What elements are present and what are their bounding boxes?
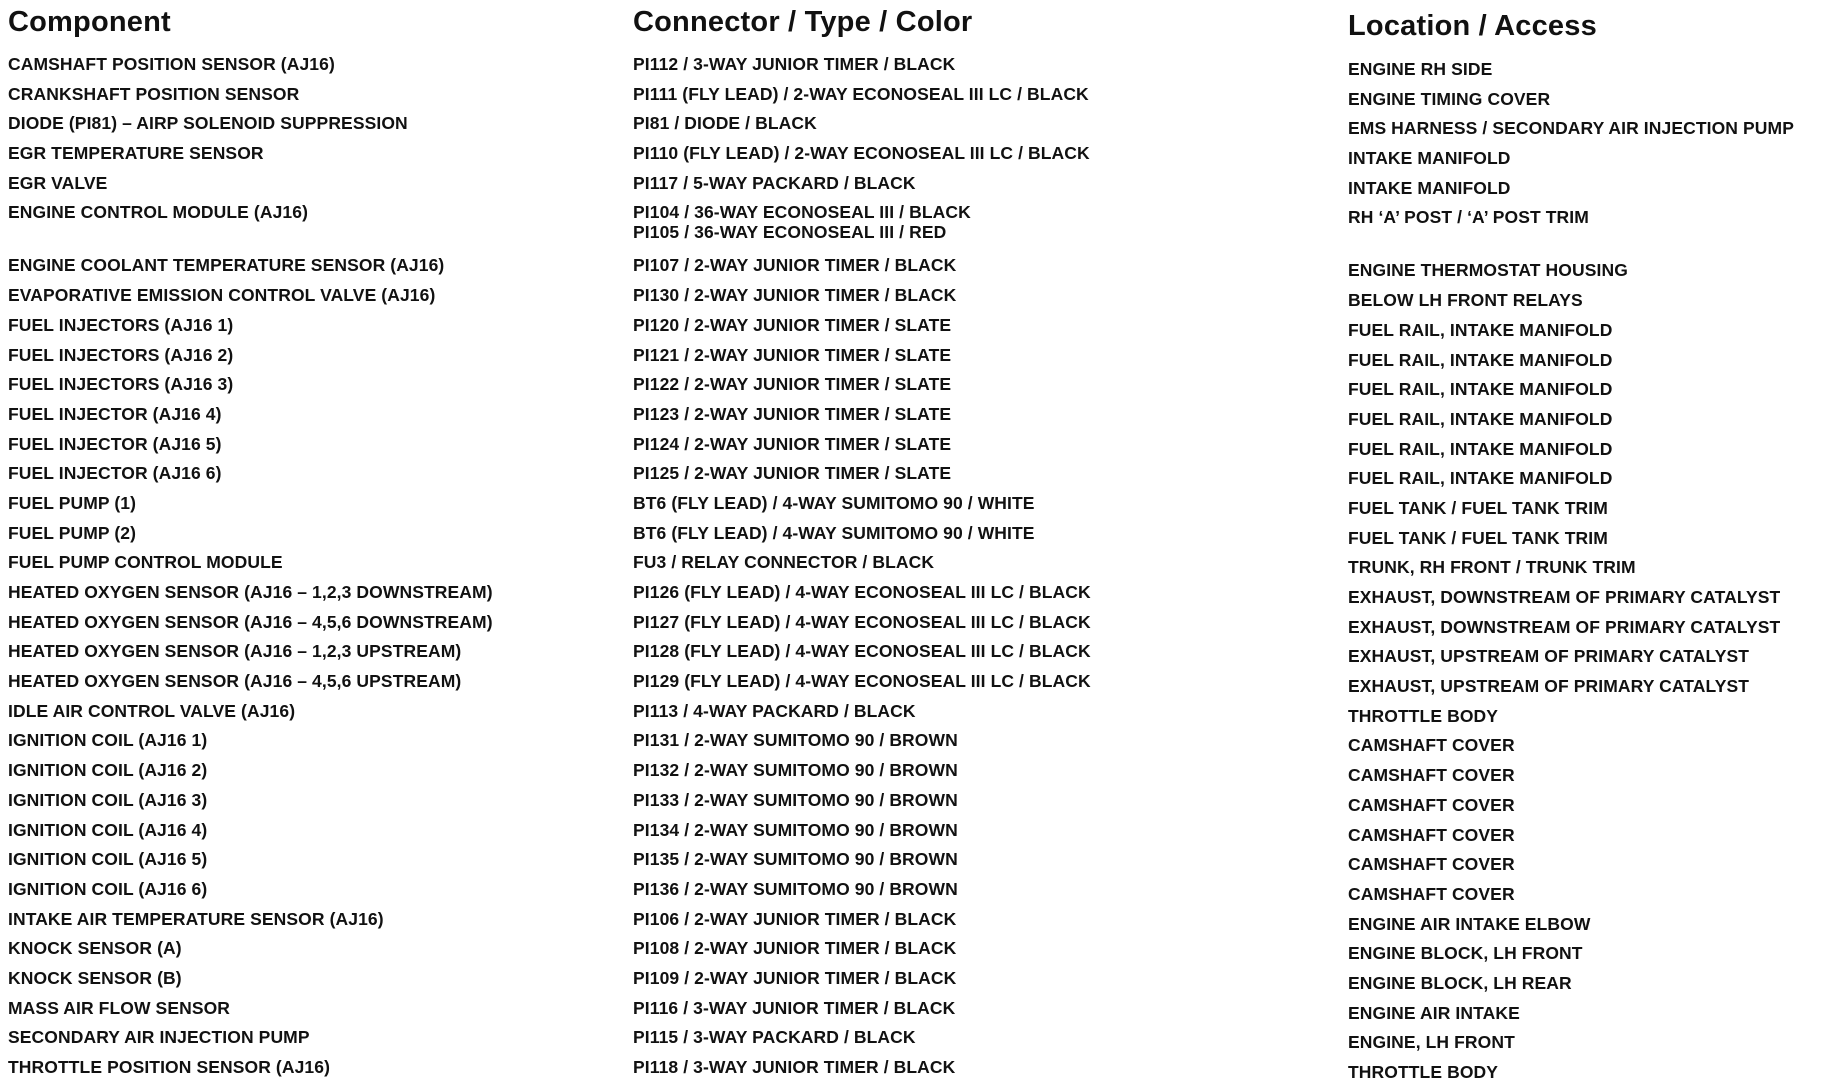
component-cell-text: KNOCK SENSOR (A) — [8, 938, 182, 959]
location-cell — [1348, 114, 1828, 144]
component-cell — [8, 341, 608, 371]
connector-list — [633, 50, 1333, 1083]
location-cell — [1348, 375, 1828, 405]
component-cell-text: FUEL INJECTORS (AJ16 2) — [8, 344, 234, 365]
location-cell — [1348, 613, 1828, 643]
location-cell-text: INTAKE MANIFOLD — [1348, 148, 1511, 169]
component-cell — [8, 578, 608, 608]
location-cell — [1348, 672, 1828, 702]
component-cell-text: FUEL INJECTOR (AJ16 6) — [8, 463, 222, 484]
component-cell — [8, 1053, 608, 1083]
component-cell — [8, 109, 608, 139]
connector-cell-text: PI126 (FLY LEAD) / 4-WAY ECONOSEAL III LC / BLACK — [633, 582, 1091, 602]
location-cell-text: BELOW LH FRONT RELAYS — [1348, 290, 1583, 311]
connector-cell — [633, 548, 1333, 578]
component-cell-text: FUEL INJECTOR (AJ16 4) — [8, 403, 222, 424]
connector-cell — [633, 845, 1333, 875]
location-cell-text: ENGINE RH SIDE — [1348, 59, 1493, 79]
connector-cell — [633, 726, 1333, 756]
location-header: Location / Access — [1348, 10, 1597, 42]
component-cell-text: DIODE (PI81) – AIRP SOLENOID SUPPRESSION — [8, 113, 408, 134]
connector-cell — [633, 786, 1333, 816]
component-cell — [8, 50, 608, 80]
location-cell-text: ENGINE AIR INTAKE ELBOW — [1348, 913, 1591, 934]
component-cell — [8, 994, 608, 1024]
component-cell-text: FUEL INJECTORS (AJ16 3) — [8, 374, 234, 395]
location-cell-text: FUEL RAIL, INTAKE MANIFOLD — [1348, 468, 1613, 489]
connector-cell — [633, 251, 1333, 281]
connector-cell — [633, 875, 1333, 905]
component-cell-text: FUEL PUMP (2) — [8, 522, 137, 543]
location-cell-text: ENGINE, LH FRONT — [1348, 1032, 1515, 1053]
connector-cell — [633, 608, 1333, 638]
location-cell-text: FUEL RAIL, INTAKE MANIFOLD — [1348, 319, 1613, 340]
location-cell — [1348, 850, 1828, 880]
location-cell — [1348, 702, 1828, 732]
location-cell-text: FUEL RAIL, INTAKE MANIFOLD — [1348, 379, 1613, 400]
component-cell-text: KNOCK SENSOR (B) — [8, 967, 182, 988]
location-cell — [1348, 256, 1828, 286]
component-cell — [8, 756, 608, 786]
connector-cell — [633, 637, 1333, 667]
location-cell — [1348, 405, 1828, 435]
component-cell-text: HEATED OXYGEN SENSOR (AJ16 – 1,2,3 DOWNSTREAM) — [8, 582, 493, 602]
location-cell-text: RH ‘A’ POST / ‘A’ POST TRIM — [1348, 207, 1589, 228]
location-cell-text: EXHAUST, UPSTREAM OF PRIMARY CATALYST — [1348, 646, 1750, 667]
connector-cell — [633, 667, 1333, 697]
connector-cell-text: PI134 / 2-WAY SUMITOMO 90 / BROWN — [633, 819, 958, 840]
component-cell-text: EVAPORATIVE EMISSION CONTROL VALVE (AJ16) — [8, 285, 436, 306]
component-cell — [8, 934, 608, 964]
location-cell — [1348, 880, 1828, 910]
connector-cell-text: PI110 (FLY LEAD) / 2-WAY ECONOSEAL III LC / BLACK — [633, 143, 1090, 164]
component-cell-text: IDLE AIR CONTROL VALVE (AJ16) — [8, 700, 296, 721]
location-cell-text: THROTTLE BODY — [1348, 1062, 1499, 1082]
connector-cell — [633, 934, 1333, 964]
component-cell-text: EGR TEMPERATURE SENSOR — [8, 143, 264, 164]
component-cell-text: IGNITION COIL (AJ16 2) — [8, 760, 208, 781]
component-cell-text: CRANKSHAFT POSITION SENSOR — [8, 83, 300, 104]
connector-cell-text: PI118 / 3-WAY JUNIOR TIMER / BLACK — [633, 1057, 956, 1077]
connector-cell-text: PI117 / 5-WAY PACKARD / BLACK — [633, 172, 916, 193]
location-cell-text: CAMSHAFT COVER — [1348, 824, 1515, 845]
connector-cell — [633, 80, 1333, 110]
location-cell — [1348, 583, 1828, 613]
connector-cell — [633, 459, 1333, 489]
connector-cell-text: BT6 (FLY LEAD) / 4-WAY SUMITOMO 90 / WHITE — [633, 492, 1035, 513]
connector-cell — [633, 756, 1333, 786]
connector-cell — [633, 1053, 1333, 1083]
location-cell-text: EMS HARNESS / SECONDARY AIR INJECTION PUMP — [1348, 118, 1794, 139]
location-cell — [1348, 55, 1828, 85]
connector-cell — [633, 905, 1333, 935]
location-cell-text: FUEL RAIL, INTAKE MANIFOLD — [1348, 408, 1613, 429]
component-cell — [8, 80, 608, 110]
component-cell — [8, 400, 608, 430]
component-cell — [8, 311, 608, 341]
component-header: Component — [8, 6, 171, 38]
location-cell-text: ENGINE BLOCK, LH FRONT — [1348, 943, 1583, 964]
location-cell — [1348, 144, 1828, 174]
component-cell — [8, 726, 608, 756]
location-cell-text: FUEL TANK / FUEL TANK TRIM — [1348, 527, 1608, 548]
location-cell — [1348, 1058, 1828, 1088]
connector-cell-text: PI81 / DIODE / BLACK — [633, 113, 817, 134]
component-cell-text: IGNITION COIL (AJ16 5) — [8, 849, 208, 870]
component-cell — [8, 608, 608, 638]
connector-cell-text: PI111 (FLY LEAD) / 2-WAY ECONOSEAL III LC / BLACK — [633, 83, 1089, 104]
location-cell — [1348, 1028, 1828, 1058]
connector-cell-text: PI106 / 2-WAY JUNIOR TIMER / BLACK — [633, 908, 957, 929]
component-cell-text: IGNITION COIL (AJ16 6) — [8, 878, 208, 899]
component-cell — [8, 964, 608, 994]
location-cell-text: CAMSHAFT COVER — [1348, 765, 1515, 786]
component-cell-text: FUEL INJECTORS (AJ16 1) — [8, 314, 234, 335]
component-cell — [8, 139, 608, 169]
location-cell — [1348, 203, 1828, 256]
location-list — [1348, 55, 1828, 1088]
component-cell-text: IGNITION COIL (AJ16 4) — [8, 819, 208, 840]
component-cell — [8, 198, 608, 251]
connector-cell-text: PI129 (FLY LEAD) / 4-WAY ECONOSEAL III LC / BLACK — [633, 671, 1091, 692]
location-cell-text: CAMSHAFT COVER — [1348, 854, 1515, 875]
connector-cell-text: PI113 / 4-WAY PACKARD / BLACK — [633, 700, 916, 721]
location-cell-text: CAMSHAFT COVER — [1348, 794, 1515, 815]
connector-cell — [633, 198, 1333, 251]
location-cell — [1348, 85, 1828, 115]
connector-cell-text: FU3 / RELAY CONNECTOR / BLACK — [633, 552, 935, 573]
location-cell-text: THROTTLE BODY — [1348, 705, 1499, 726]
component-cell — [8, 281, 608, 311]
location-cell-text: FUEL RAIL, INTAKE MANIFOLD — [1348, 438, 1613, 459]
location-cell — [1348, 553, 1828, 583]
connector-cell — [633, 50, 1333, 80]
location-cell — [1348, 524, 1828, 554]
component-cell-text: HEATED OXYGEN SENSOR (AJ16 – 1,2,3 UPSTREAM) — [8, 641, 462, 662]
connector-cell — [633, 341, 1333, 371]
connector-cell-text: PI116 / 3-WAY JUNIOR TIMER / BLACK — [633, 997, 956, 1018]
connector-cell — [633, 139, 1333, 169]
component-cell-text: CAMSHAFT POSITION SENSOR (AJ16) — [8, 54, 335, 74]
location-cell — [1348, 346, 1828, 376]
location-cell-text: ENGINE TIMING COVER — [1348, 88, 1551, 109]
location-cell — [1348, 910, 1828, 940]
location-cell-text: ENGINE AIR INTAKE — [1348, 1002, 1520, 1023]
location-cell-text: ENGINE THERMOSTAT HOUSING — [1348, 260, 1628, 281]
location-cell-text: FUEL TANK / FUEL TANK TRIM — [1348, 497, 1608, 518]
location-cell — [1348, 464, 1828, 494]
component-cell — [8, 816, 608, 846]
connector-cell — [633, 1023, 1333, 1053]
location-cell — [1348, 642, 1828, 672]
connector-cell-text: PI127 (FLY LEAD) / 4-WAY ECONOSEAL III LC / BLACK — [633, 611, 1091, 632]
component-cell — [8, 786, 608, 816]
connector-cell — [633, 400, 1333, 430]
connector-cell-text: PI112 / 3-WAY JUNIOR TIMER / BLACK — [633, 54, 956, 74]
connector-cell-text: PI132 / 2-WAY SUMITOMO 90 / BROWN — [633, 760, 958, 781]
component-cell — [8, 489, 608, 519]
connector-cell — [633, 430, 1333, 460]
component-cell-text: INTAKE AIR TEMPERATURE SENSOR (AJ16) — [8, 908, 384, 929]
connector-cell — [633, 578, 1333, 608]
component-cell-text: ENGINE CONTROL MODULE (AJ16) — [8, 202, 309, 223]
connector-cell — [633, 109, 1333, 139]
location-cell — [1348, 791, 1828, 821]
location-cell-text: INTAKE MANIFOLD — [1348, 177, 1511, 198]
location-cell — [1348, 821, 1828, 851]
location-cell-text: EXHAUST, DOWNSTREAM OF PRIMARY CATALYST — [1348, 616, 1781, 637]
location-cell-text: TRUNK, RH FRONT / TRUNK TRIM — [1348, 557, 1636, 578]
connector-cell-text-secondary: PI105 / 36-WAY ECONOSEAL III / RED — [633, 222, 947, 243]
location-cell — [1348, 731, 1828, 761]
location-cell — [1348, 174, 1828, 204]
component-cell-text: IGNITION COIL (AJ16 3) — [8, 789, 208, 810]
component-cell — [8, 430, 608, 460]
connector-header: Connector / Type / Color — [633, 6, 973, 38]
component-cell — [8, 875, 608, 905]
connector-cell — [633, 311, 1333, 341]
component-cell-text: FUEL INJECTOR (AJ16 5) — [8, 433, 222, 454]
connector-cell — [633, 816, 1333, 846]
connector-cell-text: PI123 / 2-WAY JUNIOR TIMER / SLATE — [633, 403, 952, 424]
component-cell — [8, 459, 608, 489]
connector-cell-text: PI121 / 2-WAY JUNIOR TIMER / SLATE — [633, 344, 952, 365]
component-cell — [8, 548, 608, 578]
connector-cell-text: PI130 / 2-WAY JUNIOR TIMER / BLACK — [633, 285, 957, 306]
connector-cell-text: BT6 (FLY LEAD) / 4-WAY SUMITOMO 90 / WHITE — [633, 522, 1035, 543]
location-cell-text: EXHAUST, UPSTREAM OF PRIMARY CATALYST — [1348, 676, 1750, 697]
component-cell-text: FUEL PUMP CONTROL MODULE — [8, 552, 283, 573]
connector-cell-text: PI108 / 2-WAY JUNIOR TIMER / BLACK — [633, 938, 957, 959]
component-cell — [8, 845, 608, 875]
location-cell — [1348, 999, 1828, 1029]
connector-cell-text: PI120 / 2-WAY JUNIOR TIMER / SLATE — [633, 314, 952, 335]
component-cell — [8, 1023, 608, 1053]
connector-cell-text: PI104 / 36-WAY ECONOSEAL III / BLACK — [633, 202, 971, 223]
connector-cell-text: PI131 / 2-WAY SUMITOMO 90 / BROWN — [633, 730, 958, 751]
location-cell-text: CAMSHAFT COVER — [1348, 883, 1515, 904]
component-cell — [8, 905, 608, 935]
connector-cell-text: PI124 / 2-WAY JUNIOR TIMER / SLATE — [633, 433, 952, 454]
connector-cell-text: PI107 / 2-WAY JUNIOR TIMER / BLACK — [633, 255, 957, 276]
connector-cell-text: PI125 / 2-WAY JUNIOR TIMER / SLATE — [633, 463, 952, 484]
location-cell — [1348, 761, 1828, 791]
connector-cell — [633, 489, 1333, 519]
connector-cell-text: PI135 / 2-WAY SUMITOMO 90 / BROWN — [633, 849, 958, 870]
connector-cell — [633, 994, 1333, 1024]
component-cell — [8, 251, 608, 281]
component-cell — [8, 667, 608, 697]
component-cell-text: EGR VALVE — [8, 172, 108, 193]
component-cell-text: MASS AIR FLOW SENSOR — [8, 997, 231, 1018]
component-cell-text: ENGINE COOLANT TEMPERATURE SENSOR (AJ16) — [8, 255, 445, 276]
connector-cell-text: PI122 / 2-WAY JUNIOR TIMER / SLATE — [633, 374, 952, 395]
location-cell — [1348, 494, 1828, 524]
connector-cell — [633, 370, 1333, 400]
component-cell — [8, 697, 608, 727]
location-cell-text: EXHAUST, DOWNSTREAM OF PRIMARY CATALYST — [1348, 587, 1781, 607]
connector-cell-text: PI115 / 3-WAY PACKARD / BLACK — [633, 1027, 916, 1048]
component-cell-text: HEATED OXYGEN SENSOR (AJ16 – 4,5,6 UPSTREAM) — [8, 671, 462, 692]
connector-cell — [633, 964, 1333, 994]
location-cell — [1348, 939, 1828, 969]
component-cell-text: SECONDARY AIR INJECTION PUMP — [8, 1027, 310, 1048]
connector-cell-text: PI128 (FLY LEAD) / 4-WAY ECONOSEAL III LC / BLACK — [633, 641, 1091, 662]
component-cell-text: FUEL PUMP (1) — [8, 492, 137, 513]
component-cell — [8, 637, 608, 667]
location-cell-text: ENGINE BLOCK, LH REAR — [1348, 972, 1572, 993]
location-cell — [1348, 969, 1828, 999]
location-cell — [1348, 316, 1828, 346]
location-cell — [1348, 435, 1828, 465]
location-cell — [1348, 286, 1828, 316]
component-cell — [8, 519, 608, 549]
connector-cell-text: PI109 / 2-WAY JUNIOR TIMER / BLACK — [633, 967, 957, 988]
component-list — [8, 50, 608, 1083]
connector-cell — [633, 519, 1333, 549]
location-cell-text: CAMSHAFT COVER — [1348, 735, 1515, 756]
connector-cell — [633, 281, 1333, 311]
component-cell-text: IGNITION COIL (AJ16 1) — [8, 730, 208, 751]
connector-cell — [633, 169, 1333, 199]
component-cell — [8, 370, 608, 400]
connector-cell — [633, 697, 1333, 727]
component-cell-text: HEATED OXYGEN SENSOR (AJ16 – 4,5,6 DOWNSTREAM) — [8, 611, 493, 632]
connector-cell-text: PI133 / 2-WAY SUMITOMO 90 / BROWN — [633, 789, 958, 810]
component-cell-text: THROTTLE POSITION SENSOR (AJ16) — [8, 1057, 331, 1077]
connector-cell-text: PI136 / 2-WAY SUMITOMO 90 / BROWN — [633, 878, 958, 899]
location-cell-text: FUEL RAIL, INTAKE MANIFOLD — [1348, 349, 1613, 370]
component-cell — [8, 169, 608, 199]
